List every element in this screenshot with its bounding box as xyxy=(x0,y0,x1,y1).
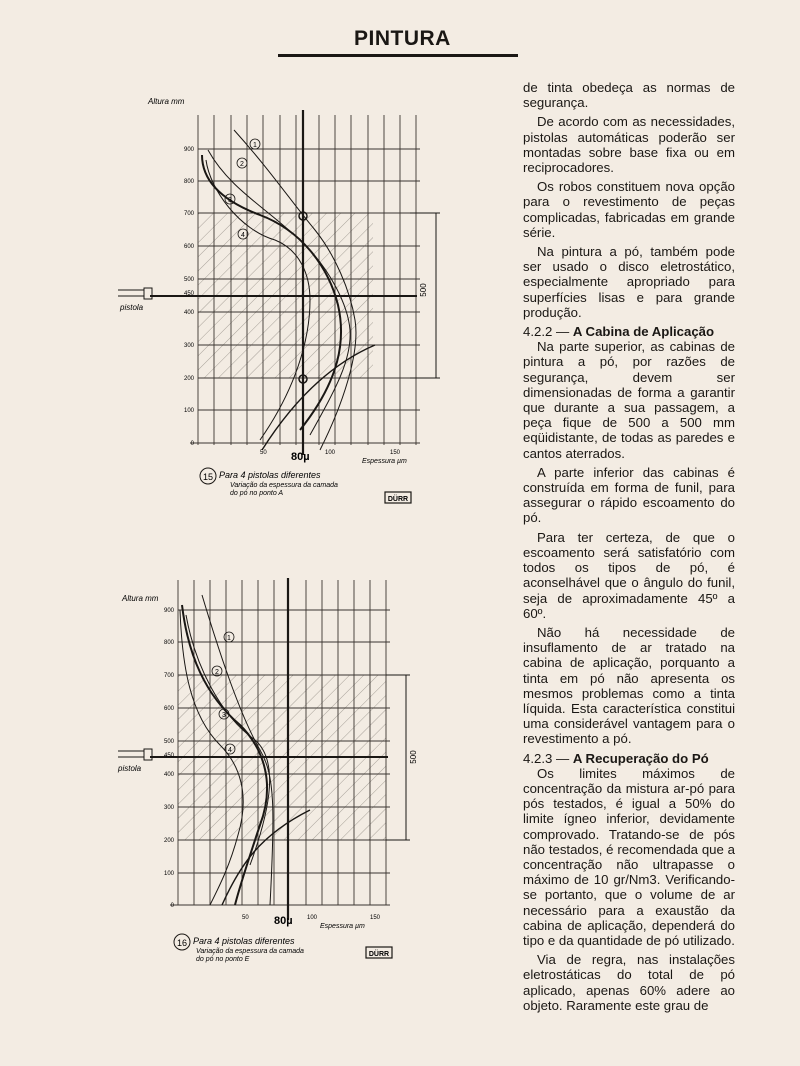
figure-16 xyxy=(110,575,520,975)
curve-label-1: 1 xyxy=(227,635,231,642)
y-tick: 200 xyxy=(183,376,194,382)
caption-line-3: do pó no ponto A xyxy=(230,490,284,497)
curve-label-4: 4 xyxy=(228,747,232,754)
y-tick: 900 xyxy=(163,608,174,614)
y-tick: 700 xyxy=(183,211,194,217)
x-tick: 50 xyxy=(260,450,267,456)
dimension-label: 500 xyxy=(419,283,428,297)
y-tick: 0 xyxy=(190,441,194,447)
figure-15 xyxy=(110,90,520,510)
y-tick: 200 xyxy=(163,838,174,844)
x-tick: 100 xyxy=(325,450,336,456)
paragraph: Na pintura a pó, também pode ser usado o disco eletrostático, especialmente apropriado para superfícies lisas e para grande produção. xyxy=(523,244,735,320)
x-tick-80: 80µ xyxy=(291,451,310,463)
y-tick: 450 xyxy=(183,291,194,297)
y-tick: 100 xyxy=(163,871,174,877)
paragraph: de tinta obedeça as normas de segurança. xyxy=(523,80,735,111)
curve-label-3: 3 xyxy=(228,197,232,204)
y-tick: 400 xyxy=(183,310,194,316)
section-number: 4.2.2 — xyxy=(523,324,570,340)
paragraph: Via de regra, nas instalações eletrostáticas do total de pó aplicado, apenas 60% adere ao objeto. Raramente este grau de xyxy=(523,952,735,1013)
caption-line-2: Variação da espessura da camada xyxy=(230,482,338,489)
durr-logo-text: DÜRR xyxy=(387,496,409,503)
paragraph: A parte inferior das cabinas é construída em forma de funil, para assegurar o rápido escoamento do pó. xyxy=(523,464,735,526)
y-tick: 800 xyxy=(183,179,194,185)
x-tick: 150 xyxy=(390,450,401,456)
curve-label-2: 2 xyxy=(240,161,244,168)
y-tick: 600 xyxy=(183,244,194,250)
y-tick: 900 xyxy=(183,147,194,153)
caption-line-3: do pó no ponto E xyxy=(196,956,250,963)
caption-line-2: Variação da espessura da camada xyxy=(196,948,304,955)
curve-label-3: 3 xyxy=(222,712,226,719)
y-tick: 500 xyxy=(163,739,174,745)
section-title: A Cabina de Aplicação xyxy=(572,324,715,340)
page-title: PINTURA xyxy=(354,27,451,50)
y-tick: 500 xyxy=(183,277,194,283)
y-tick: 450 xyxy=(163,753,174,759)
gun-label: pistola xyxy=(120,303,144,312)
paragraph: Não há necessidade de insuflamento de ar tratado na cabina de aplicação, porquanto a tinta em pó não apresenta os mesmos problemas como a tinta líquida. Esta característica constitui uma considerável vantagem para o revestimento a pó. xyxy=(523,624,735,747)
title-underline xyxy=(278,54,518,57)
paragraph: Na parte superior, as cabinas de pintura a pó, por razões de segurança, devem ser dimensionadas de forma a garantir que durante a sua passagem, a peça fique de 500 a 500 mm eqüidistante, de todas as paredes e cantos aterrados. xyxy=(523,339,735,461)
y-axis-label: Altura mm xyxy=(148,97,185,106)
x-axis-label: Espessura µm xyxy=(320,923,365,930)
y-tick: 600 xyxy=(163,706,174,712)
y-tick: 0 xyxy=(170,903,174,909)
y-tick: 700 xyxy=(163,673,174,679)
text-column xyxy=(523,80,735,1017)
x-axis-label: Espessura µm xyxy=(362,458,407,465)
curve-label-4: 4 xyxy=(241,232,245,239)
curve-label-1: 1 xyxy=(253,142,257,149)
y-tick: 300 xyxy=(163,805,174,811)
x-tick: 50 xyxy=(242,915,249,921)
dimension-label: 500 xyxy=(409,750,418,764)
caption-line-1: Para 4 pistolas diferentes xyxy=(219,470,321,480)
durr-logo-text: DÜRR xyxy=(368,951,390,958)
section-heading-4-2-2 xyxy=(523,324,735,339)
paragraph: Os limites máximos de concentração da mistura ar-pó para pós testados, é igual a 50% do limite ígneo inferior, devidamente comprovado. Tratando-se de pós não testados, é recomendada que a concentração não ultrapasse o máximo de 10 gr/Nm3. Verificando-se portanto, que o volume de ar necessário para a exaustão da cabina de aplicação, dependerá do tipo e da quantidade de pó utilizado. xyxy=(523,765,735,948)
x-tick: 150 xyxy=(370,915,381,921)
caption-line-1: Para 4 pistolas diferentes xyxy=(193,936,295,946)
section-heading-4-2-3 xyxy=(523,751,735,766)
paragraph: De acordo com as necessidades, pistolas automáticas poderão ser montadas sobre base fixa ou em reciprocadores. xyxy=(523,114,735,176)
y-tick: 400 xyxy=(163,772,174,778)
y-tick: 300 xyxy=(183,343,194,349)
caption-number: 16 xyxy=(176,938,188,948)
spray-gun-icon xyxy=(118,749,152,760)
x-tick-80: 80µ xyxy=(274,915,293,927)
x-tick: 100 xyxy=(307,915,318,921)
section-number: 4.2.3 — xyxy=(523,750,570,766)
dimension-bracket xyxy=(386,675,410,840)
figure-16-graph xyxy=(110,575,520,975)
y-axis-label: Altura mm xyxy=(122,594,159,603)
spray-gun-icon xyxy=(118,288,152,299)
figure-15-graph xyxy=(110,90,520,510)
caption-number: 15 xyxy=(202,472,214,482)
paragraph: Os robos constituem nova opção para o revestimento de peças complicadas, fabricadas em grande série. xyxy=(523,179,735,240)
paragraph: Para ter certeza, de que o escoamento será satisfatório com todos os tipos de pó, é aconselhável que o ângulo do funil, seja de aproximadamente 45º a 60º. xyxy=(523,529,735,621)
y-tick: 800 xyxy=(163,640,174,646)
gun-label: pistola xyxy=(118,764,142,773)
curve-label-2: 2 xyxy=(215,669,219,676)
y-tick: 100 xyxy=(183,408,194,414)
section-title: A Recuperação do Pó xyxy=(572,750,709,766)
